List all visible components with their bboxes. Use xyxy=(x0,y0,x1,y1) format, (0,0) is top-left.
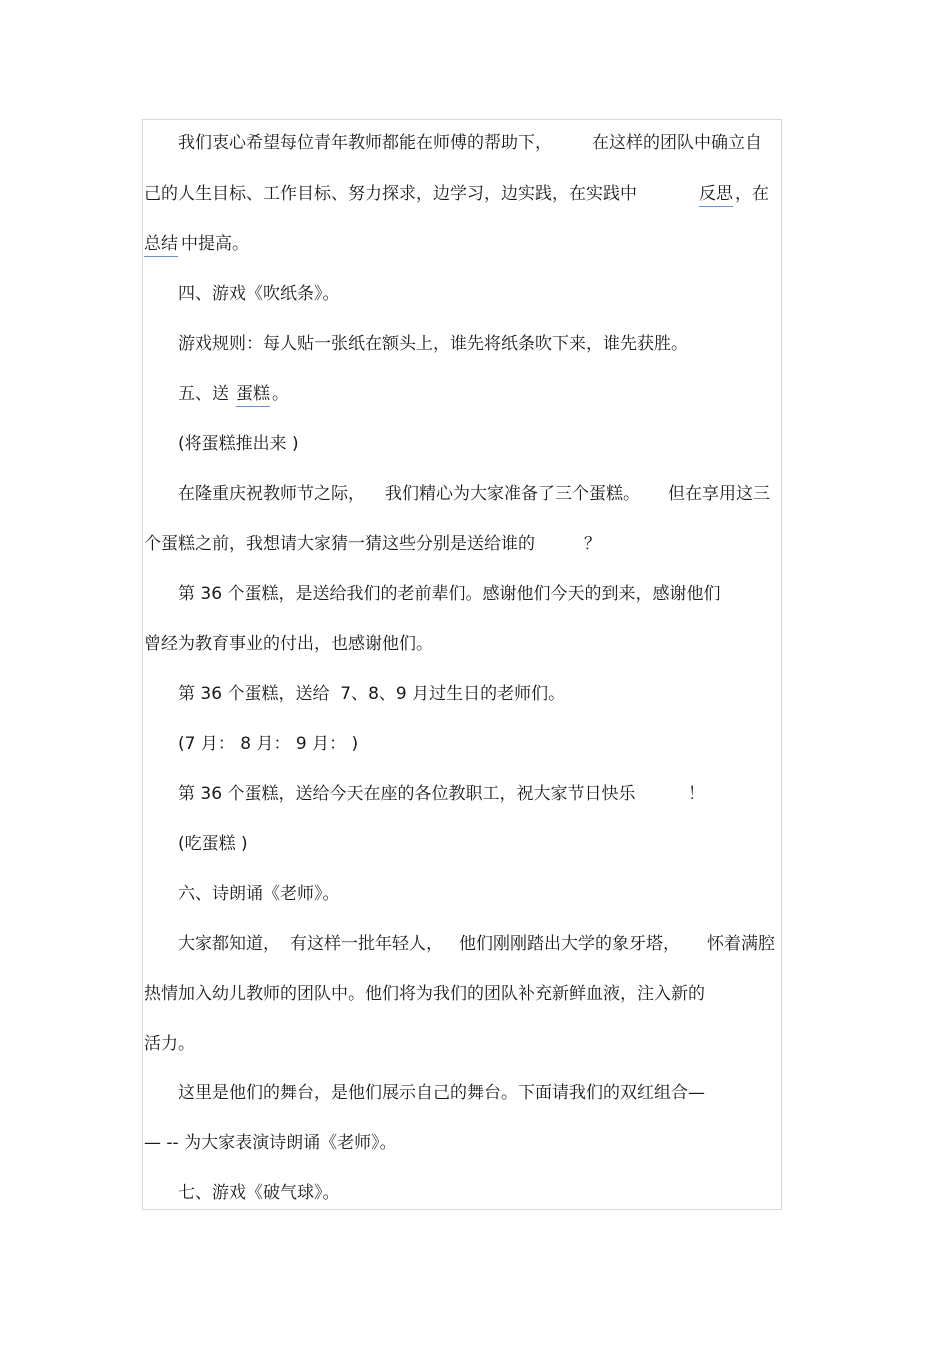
text-line: 游戏规则：每人贴一张纸在额头上，谁先将纸条吹下来，谁先获胜。 xyxy=(178,334,688,354)
section-heading: 四、游戏《吹纸条》。 xyxy=(178,284,340,304)
text-line: 有这样一批年轻人， xyxy=(290,934,443,954)
text-line: 怀着满腔 xyxy=(707,934,775,954)
underlined-term: 反思 xyxy=(699,183,733,207)
text-line: 中提高。 xyxy=(181,234,249,254)
text-line: 。 xyxy=(272,384,289,404)
text-line: 大家都知道， xyxy=(178,934,280,954)
text-line: 我们衷心希望每位青年教师都能在师傅的帮助下， xyxy=(178,133,552,153)
section-heading: 五、送 xyxy=(178,384,235,404)
text-line: 第 36 个蛋糕，是送给我们的老前辈们。感谢他们今天的到来，感谢他们 xyxy=(178,584,721,604)
text-line: — -- 为大家表演诗朗诵《老师》。 xyxy=(144,1133,397,1153)
text-line: (将蛋糕推出来 ) xyxy=(178,434,299,454)
text-line: 热情加入幼儿教师的团队中。他们将为我们的团队补充新鲜血液，注入新的 xyxy=(144,984,705,1004)
text-line: 他们刚刚踏出大学的象牙塔， xyxy=(459,934,680,954)
text-line: 活力。 xyxy=(144,1034,195,1054)
text-line: ？ xyxy=(584,534,601,554)
text-line: 在这样的团队中确立自 xyxy=(592,133,762,153)
text-line: (吃蛋糕 ) xyxy=(178,834,248,854)
text-line: 第 36 个蛋糕，送给 7、8、9 月过生日的老师们。 xyxy=(178,684,566,704)
text-line: 第 36 个蛋糕，送给今天在座的各位教职工，祝大家节日快乐 xyxy=(178,784,636,804)
section-heading: 六、诗朗诵《老师》。 xyxy=(178,884,340,904)
text-line: ，在 xyxy=(735,184,769,204)
text-line: 这里是他们的舞台，是他们展示自己的舞台。下面请我们的双红组合— xyxy=(178,1083,705,1103)
underlined-term: 蛋糕 xyxy=(236,383,270,407)
text-line: 个蛋糕之前，我想请大家猜一猜这些分别是送给谁的 xyxy=(144,534,535,554)
text-line: (7 月： 8 月： 9 月： ) xyxy=(178,734,359,754)
text-line: ！ xyxy=(688,784,705,804)
underlined-term: 总结 xyxy=(144,233,178,257)
text-line: 在隆重庆祝教师节之际， xyxy=(178,484,365,504)
text-line: 己的人生目标、工作目标、努力探求，边学习，边实践，在实践中 xyxy=(144,184,637,204)
section-heading: 七、游戏《破气球》。 xyxy=(178,1183,340,1203)
text-line: 但在享用这三 xyxy=(668,484,770,504)
text-line: 我们精心为大家准备了三个蛋糕。 xyxy=(385,484,640,504)
text-line: 曾经为教育事业的付出，也感谢他们。 xyxy=(144,634,433,654)
